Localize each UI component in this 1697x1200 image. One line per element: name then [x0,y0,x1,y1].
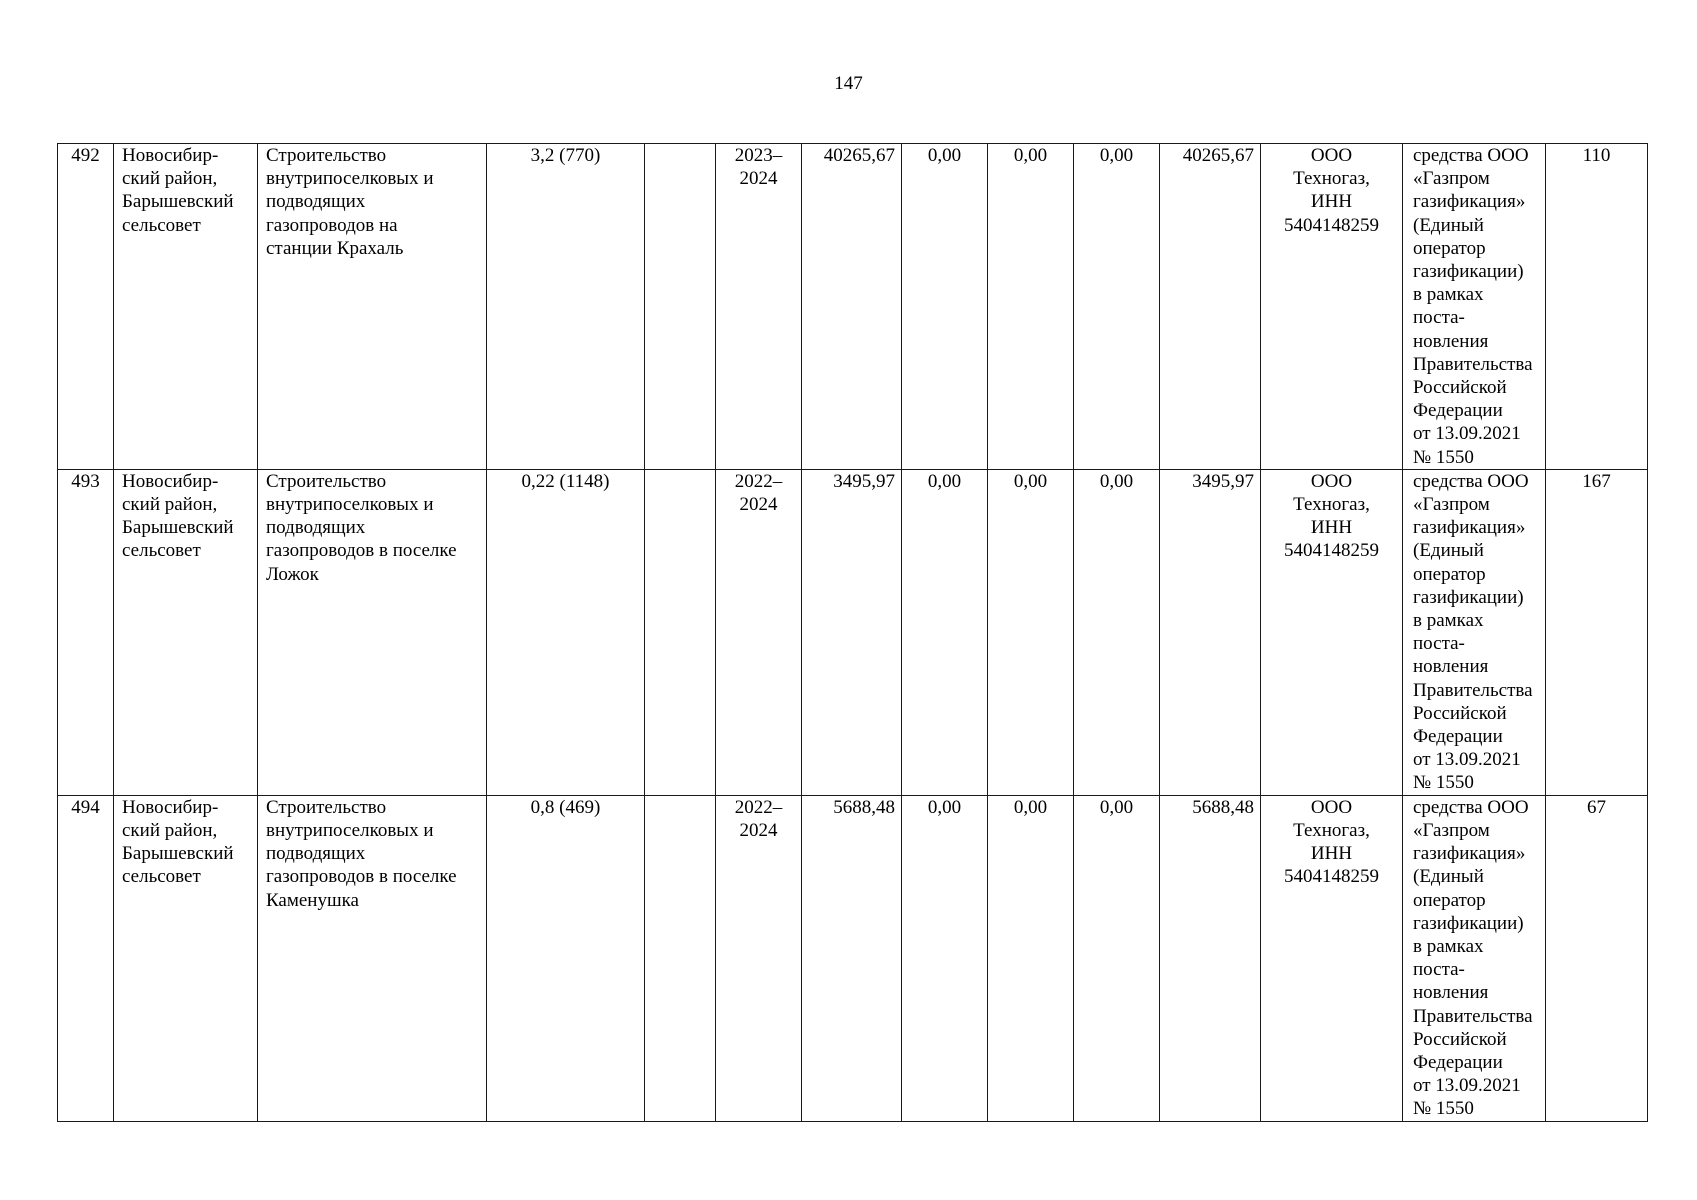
empty-cell [645,469,716,795]
years-cell: 2023– 2024 [716,144,802,470]
cost-cell-3: 0,00 [1074,469,1160,795]
funding-basis-cell: средства ООО «Газпром газификация» (Единый оператор газификации) в рамках поста- новления Правительства Российской Федерации от 13.09.2021 № 1550 [1403,795,1546,1121]
cost-cell-2: 0,00 [988,144,1074,470]
table-row [58,469,1648,795]
page-number: 147 [834,73,863,94]
cost-cell-3: 0,00 [1074,144,1160,470]
cost-cell-1: 0,00 [902,144,988,470]
years-cell: 2022– 2024 [716,795,802,1121]
length-cell: 0,8 (469) [487,795,645,1121]
cost-cell-4: 5688,48 [1160,795,1261,1121]
executor-cell: ООО Техногаз, ИНН 5404148259 [1261,144,1403,470]
total-cost-cell: 3495,97 [802,469,902,795]
empty-cell [645,144,716,470]
total-cost-cell: 40265,67 [802,144,902,470]
count-cell: 110 [1546,144,1648,470]
count-cell: 167 [1546,469,1648,795]
years-cell: 2022– 2024 [716,469,802,795]
gasification-table [57,143,1648,1122]
cost-cell-1: 0,00 [902,795,988,1121]
count-cell: 67 [1546,795,1648,1121]
row-number-cell: 494 [58,795,114,1121]
funding-basis-cell: средства ООО «Газпром газификация» (Единый оператор газификации) в рамках поста- новления Правительства Российской Федерации от 13.09.2021 № 1550 [1403,469,1546,795]
row-number-cell: 492 [58,144,114,470]
table-row [58,795,1648,1121]
cost-cell-3: 0,00 [1074,795,1160,1121]
cost-cell-4: 40265,67 [1160,144,1261,470]
total-cost-cell: 5688,48 [802,795,902,1121]
table-row [58,144,1648,470]
territory-cell: Новосибир- ский район, Барышевский сельсовет [114,144,258,470]
executor-cell: ООО Техногаз, ИНН 5404148259 [1261,795,1403,1121]
territory-cell: Новосибир- ский район, Барышевский сельсовет [114,795,258,1121]
row-number-cell: 493 [58,469,114,795]
executor-cell: ООО Техногаз, ИНН 5404148259 [1261,469,1403,795]
length-cell: 3,2 (770) [487,144,645,470]
funding-basis-cell: средства ООО «Газпром газификация» (Единый оператор газификации) в рамках поста- новления Правительства Российской Федерации от 13.09.2021 № 1550 [1403,144,1546,470]
object-cell: Строительство внутрипоселковых и подводящих газопроводов в поселке Каменушка [258,795,487,1121]
length-cell: 0,22 (1148) [487,469,645,795]
cost-cell-1: 0,00 [902,469,988,795]
empty-cell [645,795,716,1121]
object-cell: Строительство внутрипоселковых и подводящих газопроводов в поселке Ложок [258,469,487,795]
territory-cell: Новосибир- ский район, Барышевский сельсовет [114,469,258,795]
object-cell: Строительство внутрипоселковых и подводящих газопроводов на станции Крахаль [258,144,487,470]
cost-cell-2: 0,00 [988,795,1074,1121]
cost-cell-4: 3495,97 [1160,469,1261,795]
cost-cell-2: 0,00 [988,469,1074,795]
